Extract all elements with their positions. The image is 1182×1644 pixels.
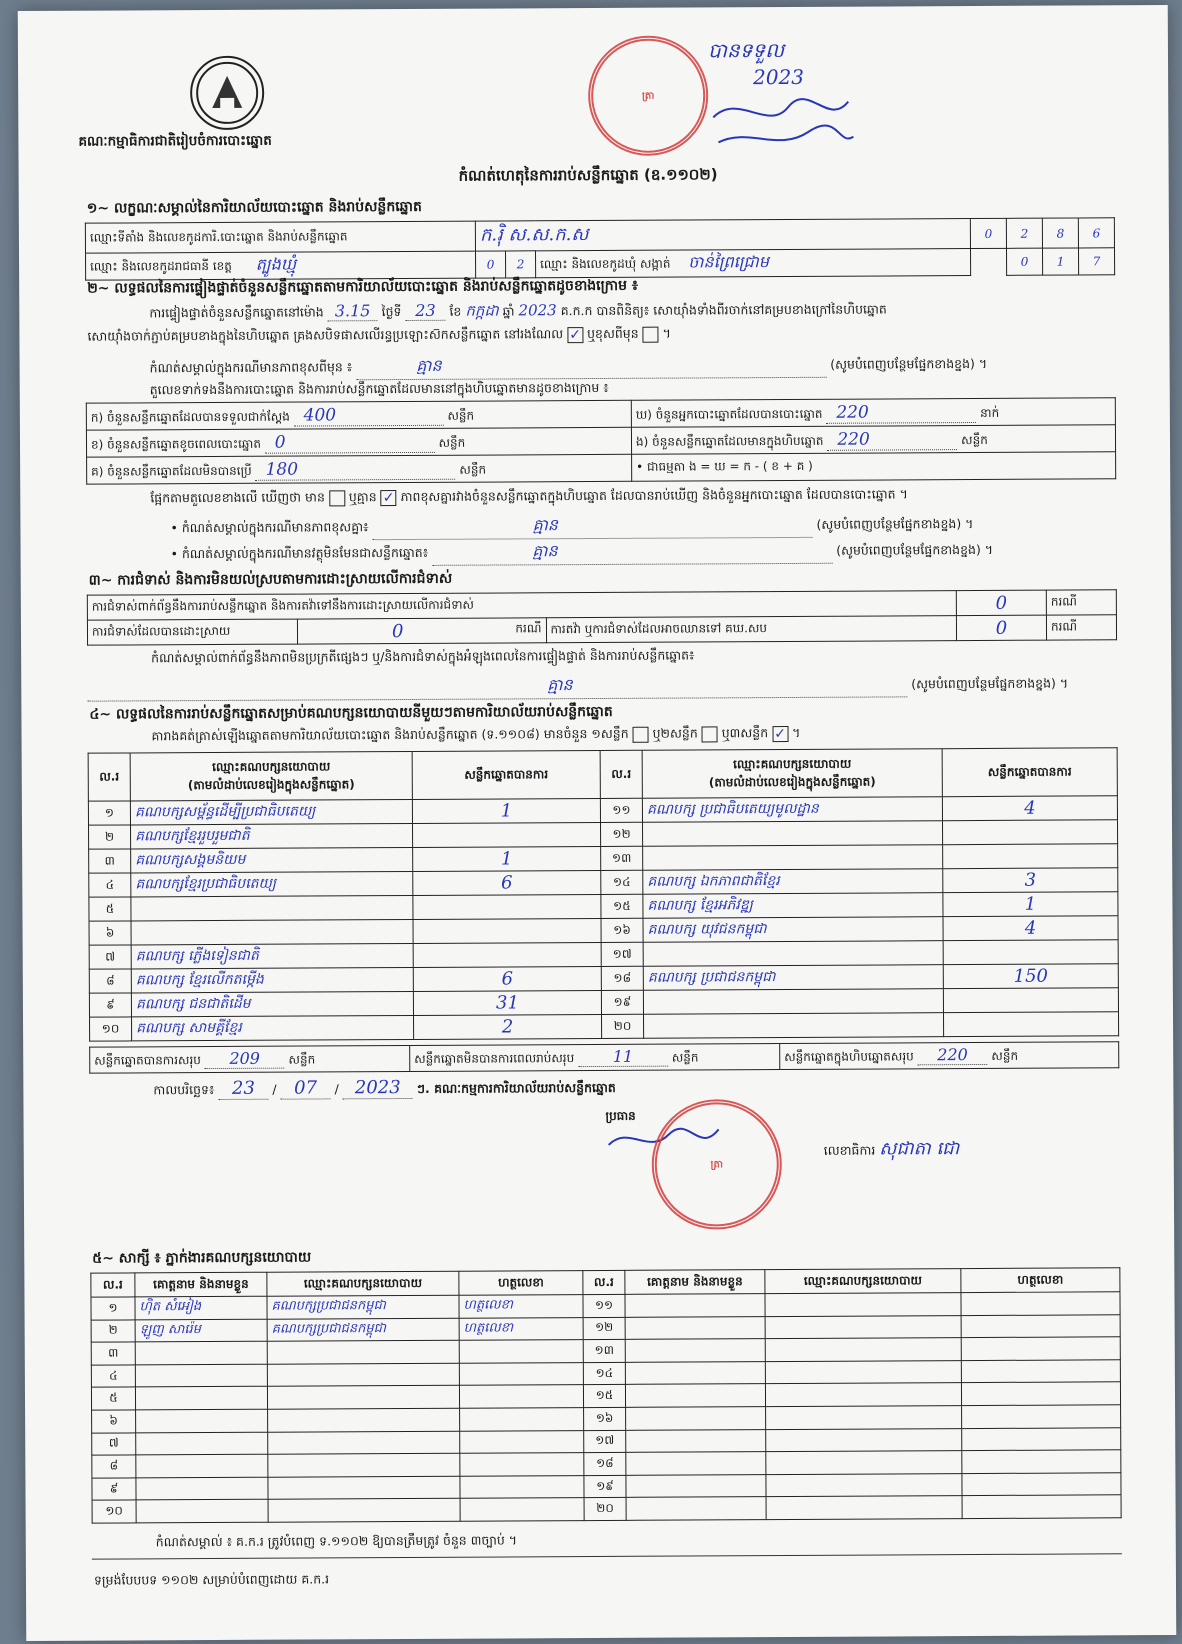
province-label: ឈ្មោះ និងលេខកូដរាជធានី ខេត្ត ត្បូងឃ្មុំ	[86, 251, 476, 280]
section3-note: កំណត់សម្គាល់ពាក់ព័ន្ធនឹងភាពមិនប្រក្រតីផ្សេងៗ ឬ/និងការជំទាស់ក្នុងអំឡុងពេលនៃការផ្ទៀងផ្ទាត់ និងការរាប់សន្លឹកឆ្នោត៖	[151, 647, 695, 666]
party-no-cell: ១៤	[601, 870, 643, 894]
witness-sign-cell	[459, 1362, 583, 1385]
party-votes-cell: 6	[413, 966, 601, 991]
note1-line: កំណត់សម្គាល់ក្នុងករណីមានភាពខុសពីមុន ៖ គ្មាន (សូមបំពេញបន្ថែមផ្នែកខាងខ្នង) ។	[150, 351, 1110, 381]
resolved-value: 0	[391, 620, 404, 642]
count-label-2: ង) ចំនួនសន្លឹកឆ្នោតដែលមានក្នុងហិបឆ្នោត 220 សន្លឹក	[631, 425, 1115, 455]
witness-name-cell	[135, 1341, 267, 1364]
witness-name-cell	[136, 1500, 268, 1523]
handwritten-date: 2023	[753, 64, 805, 90]
witness-party-cell	[268, 1453, 460, 1477]
col-no: ល.រ	[88, 753, 130, 801]
secretary-signature: សុជាតា ជោ	[879, 1138, 960, 1160]
witness-party-cell	[268, 1476, 460, 1500]
verification-line-2: សោយ៉ាំងចាក់ភ្ជាប់គម្របខាងក្នុងនៃហិបឆ្នោត គ្រងសបិទផាសលើរន្ធប្រឡោះស៊កសន្លឹកឆ្នោត នៅរងណែល ✓ ឬខុសពីមុន ។	[87, 325, 671, 344]
col-sign: ហត្ថលេខា	[459, 1271, 583, 1296]
witness-party-cell	[766, 1496, 962, 1520]
party-party-cell: គណបក្ស ជនជាតិដើម	[131, 991, 413, 1016]
witness-sign-cell	[459, 1340, 583, 1363]
witness-name-cell	[625, 1361, 765, 1384]
col-votes: សន្លឹកឆ្នោតបានការ	[942, 748, 1117, 797]
total-valid-cell: សន្លឹកឆ្នោតបានការសរុប 209 សន្លឹក	[90, 1045, 410, 1073]
party-votes-cell	[413, 918, 601, 943]
location-table	[85, 217, 1115, 280]
count-value-2: 220	[826, 402, 976, 424]
witness-party-cell	[765, 1315, 961, 1339]
total-box-cell: សន្លឹកឆ្នោតក្នុងហិបឆ្នោតសរុប 220 សន្លឹក	[780, 1042, 1119, 1070]
party-party-cell	[643, 941, 943, 967]
witness-no-cell: ១៥	[583, 1385, 625, 1408]
witness-name-cell	[135, 1387, 267, 1410]
date-day: 23	[218, 1078, 268, 1100]
section1-heading: ១~ លក្ខណៈសម្គាល់នៃការិយាល័យបោះឆ្នោត និងរាប់សន្លឹកឆ្នោត	[86, 198, 422, 217]
commune-code-digit: 1	[1042, 248, 1078, 275]
party-no-cell: ៦	[89, 921, 131, 945]
results-intro: តួលេខទាក់ទងនឹងការបោះឆ្នោត និងការរាប់សន្លឹកឆ្នោតដែលមាននៅក្នុងហិបឆ្នោតមានដូចខាងក្រោម ៖	[149, 379, 609, 398]
party-no-cell: ៤	[89, 873, 131, 897]
section4-subline: គារាងគត់ត្រាស់ឡើងឆ្នោតតាមការិយាល័យបោះឆ្នោត និងរាប់សន្លឹកឆ្នោត (ទ.១១០៨) មានចំនួន ១សន្លឹក ឬ២សន្លឹក ឬ៣សន្លឹក ✓ ។	[151, 724, 801, 744]
objection-label: ការជំទាស់ពាក់ព័ន្ធនឹងការរាប់សន្លឹកឆ្នោត និងការតវ៉ាទៅនឹងការដោះស្រាយលើការជំទាស់	[87, 591, 956, 621]
table-row	[87, 452, 1116, 484]
party-party-cell: គណបក្ស ខ្មែរអភិវឌ្ឍ	[643, 893, 943, 919]
party-party-cell: គណបក្សសង្គមនិយម	[131, 847, 413, 872]
note3-value: គ្មាន	[432, 539, 832, 566]
party-party-cell: គណបក្ស យុវជនកម្ពុជា	[643, 917, 943, 943]
witness-table	[90, 1267, 1121, 1523]
checkbox-no-difference[interactable]: ✓	[381, 490, 397, 506]
witness-sign-cell	[460, 1453, 584, 1476]
checkbox-different[interactable]	[643, 326, 659, 342]
witness-name-cell	[135, 1364, 267, 1387]
commune-code-digit: 0	[1006, 248, 1042, 275]
party-no-cell: ៥	[89, 897, 131, 921]
witness-sign-cell	[460, 1498, 584, 1521]
section3-note-line: គ្មាន (សូមបំពេញបន្ថែមផ្នែកខាងខ្នង) ។	[87, 671, 1117, 701]
witness-name-cell	[625, 1384, 765, 1407]
party-votes-cell: 1	[412, 798, 600, 823]
party-no-cell: ១២	[600, 822, 642, 846]
party-party-cell	[644, 1013, 944, 1039]
secretary-line: លេខាធិការ សុជាតា ជោ	[823, 1138, 960, 1160]
witness-sign-cell	[460, 1475, 584, 1498]
checkbox-has-difference[interactable]	[329, 490, 345, 506]
party-party-cell	[642, 821, 942, 847]
col-party: ឈ្មោះគណបក្សនយោបាយ (តាមលំដាប់លេខរៀងក្នុងសន្លឹកឆ្នោត)	[130, 751, 412, 800]
party-no-cell: ១៩	[601, 990, 643, 1014]
checkbox-three-sheets[interactable]: ✓	[772, 725, 788, 741]
party-party-cell: គណបក្សសម្ព័ន្ធដើម្បីប្រជាធិបតេយ្យ	[130, 799, 412, 824]
witness-no-cell: ១	[91, 1297, 135, 1320]
party-no-cell: ១១	[600, 798, 642, 822]
witness-party-cell	[766, 1451, 962, 1475]
witness-sign-cell	[962, 1450, 1121, 1473]
party-votes-cell	[943, 1012, 1118, 1037]
witness-no-cell: ១៤	[583, 1362, 625, 1385]
total-invalid-value: 11	[578, 1047, 668, 1067]
witness-party-cell	[766, 1473, 962, 1497]
witness-sign-cell	[961, 1314, 1120, 1337]
party-votes-cell: 1	[413, 846, 601, 871]
witness-party-cell	[765, 1383, 961, 1407]
witness-sign-cell	[961, 1360, 1120, 1383]
witness-name-cell	[626, 1452, 766, 1475]
party-party-cell	[643, 845, 943, 871]
section2-heading: ២~ លទ្ធផលនៃការផ្ទៀងផ្ទាត់ចំនួនសន្លឹកឆ្នោតតាមការិយាល័យបោះឆ្នោត និងរាប់សន្លឹកឆ្នោតដូចខាងក្រោម ៖	[87, 277, 639, 297]
witness-no-cell: ៧	[92, 1432, 136, 1455]
party-votes-cell	[412, 822, 600, 847]
witness-no-cell: ៦	[92, 1410, 136, 1433]
witness-party-cell	[268, 1499, 460, 1523]
witness-no-cell: ២	[91, 1320, 135, 1343]
table-row	[87, 615, 1116, 645]
date-month: 07	[281, 1077, 331, 1099]
handwritten-signature-top	[708, 87, 858, 158]
compare-line: ផ្អែកតាមតួលេខខាងលើ ឃើញថា មាន ឬគ្មាន ✓ ភាពខុសគ្នារវាងចំនួនសន្លឹកឆ្នោតក្នុងហិបឆ្នោត ដែលបានរាប់ឃើញ និងចំនួនអ្នកបោះឆ្នោត ដែលបានបោះឆ្នោត ។	[150, 486, 908, 506]
party-no-cell: ១៣	[601, 846, 643, 870]
location-value: ក.រ៉ិ ស.ស.ក.ស	[475, 219, 970, 252]
witness-name-cell	[136, 1409, 268, 1432]
witness-name-cell	[136, 1432, 268, 1455]
committee-name: គណៈកម្មាធិការជាតិរៀបចំការបោះឆ្នោត	[78, 132, 272, 150]
witness-name-cell	[626, 1429, 766, 1452]
party-party-cell	[131, 895, 413, 920]
handwritten-received: បានទទួល	[707, 38, 785, 63]
party-votes-cell	[942, 820, 1117, 845]
count-value: 180	[256, 458, 456, 480]
witness-party-cell	[766, 1428, 962, 1452]
witness-no-cell: ១៧	[584, 1430, 626, 1453]
witness-sign-cell	[961, 1337, 1120, 1360]
witness-name-cell	[626, 1407, 766, 1430]
witness-name-cell	[625, 1316, 765, 1339]
party-no-cell: ៩	[89, 993, 131, 1017]
witness-sign-cell	[459, 1385, 583, 1408]
party-party-cell: គណបក្ស ភ្លើងទៀនជាតិ	[131, 943, 413, 968]
witness-name-cell	[625, 1294, 765, 1317]
witness-no-cell: ១៦	[584, 1407, 626, 1430]
party-votes-cell: 4	[942, 796, 1117, 821]
party-votes-cell	[943, 844, 1118, 869]
verification-line: ការផ្ទៀងផ្ទាត់ចំនួនសន្លឹកឆ្នោតនៅម៉ោង 3.15 ថ្ងៃទី 23 ខែ កក្កដា ឆ្នាំ 2023 គ.ក.ក បានពិនិត្យ៖ សោយ៉ាំងទាំងពីរចាក់នៅគម្របខាងក្រៅនៃហិបឆ្នោត	[149, 300, 887, 321]
party-party-cell: គណបក្ស ខ្មែរលើកតម្កើង	[131, 967, 413, 992]
witness-name-cell: ហ៊ិត សំអៀង	[135, 1296, 267, 1319]
witness-party-cell	[267, 1340, 459, 1364]
witness-party-cell	[268, 1431, 460, 1455]
code-digit: 0	[970, 218, 1006, 248]
party-votes-cell	[413, 894, 601, 919]
col-no: ល.រ	[91, 1273, 135, 1297]
total-valid-value: 209	[205, 1049, 285, 1069]
col-party: ឈ្មោះគណបក្សនយោបាយ	[765, 1269, 961, 1294]
count-label-2: ឃ) ចំនួនអ្នកបោះឆ្នោតដែលបានបោះឆ្នោត 220 នាក់	[631, 398, 1115, 428]
checkbox-same[interactable]: ✓	[567, 327, 583, 343]
party-no-cell: ៣	[89, 849, 131, 873]
count-label: គ) ចំនួនសន្លឹកឆ្នោតដែលមិនបានប្រើ 180 សន្លឹក	[87, 454, 632, 484]
objection-value: 0	[956, 590, 1046, 615]
party-party-cell: គណបក្ស ឯកភាពជាតិខ្មែរ	[643, 869, 943, 895]
commune-code-digit: 7	[1078, 248, 1114, 275]
party-party-cell: គណបក្សខ្មែរប្រជាធិបតេយ្យ	[131, 871, 413, 896]
witness-no-cell: ២០	[584, 1498, 626, 1521]
table-row	[92, 1495, 1121, 1523]
party-votes-cell: 150	[943, 964, 1118, 989]
total-box-value: 220	[917, 1045, 987, 1065]
month-value: កក្កដា	[465, 301, 499, 320]
col-party: ឈ្មោះគណបក្សនយោបាយ	[267, 1271, 459, 1296]
emblem-icon	[192, 58, 262, 128]
time-value: 3.15	[328, 301, 378, 321]
col-votes: សន្លឹកឆ្នោតបានការ	[412, 750, 600, 799]
witness-sign-cell	[961, 1292, 1120, 1315]
witness-sign-cell	[961, 1382, 1120, 1405]
witness-no-cell: ១២	[583, 1317, 625, 1340]
totals-table	[89, 1041, 1119, 1073]
party-party-cell	[131, 919, 413, 944]
total-invalid-cell: សន្លឹកឆ្នោតមិនបានការពេលរាប់សរុប 11 សន្លឹក	[410, 1044, 780, 1072]
col-name: គោត្តនាម និងនាមខ្លួន	[625, 1270, 765, 1295]
witness-name-cell	[626, 1474, 766, 1497]
form-note: ទម្រង់បែបបទ ១១០២ សម្រាប់បំពេញដោយ គ.ក.រ	[93, 1571, 330, 1588]
witness-party-cell	[765, 1293, 961, 1317]
commune-cell: ឈ្មោះ និងលេខកូដឃុំ សង្កាត់ ចាន់ព្រៃជ្រោម	[536, 249, 971, 278]
witness-party-cell	[766, 1406, 962, 1430]
party-votes-cell: 6	[413, 870, 601, 895]
witness-sign-cell	[460, 1430, 584, 1453]
witness-name-cell	[625, 1339, 765, 1362]
document-page	[18, 5, 1177, 1641]
witness-sign-cell	[460, 1408, 584, 1431]
party-party-cell: គណបក្ស សាមគ្គីខ្មែរ	[132, 1015, 414, 1040]
code-digit: 8	[1042, 218, 1078, 248]
witness-no-cell: ១៣	[583, 1340, 625, 1363]
witness-party-cell	[267, 1363, 459, 1387]
ballot-count-table	[86, 397, 1116, 484]
witness-no-cell: ៨	[92, 1455, 136, 1478]
witness-sign-cell	[962, 1495, 1121, 1518]
official-stamp-bottom: ត្រា	[651, 1099, 782, 1230]
case-label: ករណី	[1046, 615, 1116, 640]
count-label: ក) ចំនួនសន្លឹកឆ្នោតដែលបានទទួលជាក់ស្តែង 400 សន្លឹក	[86, 400, 631, 430]
party-no-cell: ១	[88, 801, 130, 825]
checkbox-two-sheets[interactable]	[702, 726, 718, 742]
section3-note-value: គ្មាន	[87, 672, 907, 701]
party-no-cell: ៨	[89, 969, 131, 993]
code-digit: 6	[1078, 218, 1114, 248]
party-no-cell: ៧	[89, 945, 131, 969]
party-no-cell: ១៧	[601, 942, 643, 966]
witness-sign-cell: ហត្ថលេខា	[459, 1295, 583, 1318]
party-votes-cell: 4	[943, 916, 1118, 941]
commune-value: ចាន់ព្រៃជ្រោម	[688, 252, 769, 272]
count-label: ខ) ចំនួនសន្លឹកឆ្នោតខូចពេលបោះឆ្នោត 0 សន្លឹក	[86, 427, 631, 457]
nec-emblem	[190, 56, 264, 130]
party-party-cell: គណបក្ស ប្រជាធិបតេយ្យមូលដ្ឋាន	[642, 797, 942, 823]
official-stamp-top: ត្រា	[588, 35, 709, 156]
resolved-cell: 0 ករណី	[297, 618, 546, 644]
witness-no-cell: ១១	[583, 1294, 625, 1317]
count-value: 0	[265, 431, 435, 453]
witness-no-cell: ៩	[92, 1478, 136, 1501]
witness-party-cell: គណបក្សប្រជាជនកម្ពុជា	[267, 1318, 459, 1342]
escalated-label: ការតវ៉ា ឬការជំទាស់ដែលអាចឈានទៅ គឃ.សប	[546, 616, 957, 643]
witness-no-cell: ៤	[91, 1365, 135, 1388]
witness-name-cell	[136, 1477, 268, 1500]
col-sign: ហត្ថលេខា	[961, 1268, 1120, 1293]
party-no-cell: ១០	[90, 1017, 132, 1041]
footnote: កំណត់សម្គាល់ ៖ គ.ក.រ ត្រូវបំពេញ ទ.១១០២ ឱ្យបានត្រឹមត្រូវ ចំនួន ៣ច្បាប់ ។	[155, 1532, 518, 1550]
witness-sign-cell	[962, 1427, 1121, 1450]
witness-no-cell: ៣	[91, 1342, 135, 1365]
case-label: ករណី	[1046, 590, 1116, 615]
note3-line: • កំណត់សម្គាល់ក្នុងករណីមានវត្ថុមិនមែនជាសន្លឹកឆ្នោត៖ គ្មាន (សូមបំពេញបន្ថែមផ្នែកខាងខ្នង) ។	[171, 537, 1111, 567]
witness-name-cell	[136, 1454, 268, 1477]
note2-value: គ្មាន	[372, 513, 812, 540]
province-value: ត្បូងឃ្មុំ	[255, 254, 297, 274]
date-year: 2023	[343, 1077, 413, 1099]
section3-heading: ៣~ ការជំទាស់ និងការមិនយល់ស្របតាមការដោះស្រាយលើការជំទាស់	[88, 570, 453, 589]
party-votes-cell	[943, 988, 1118, 1013]
witness-party-cell	[765, 1360, 961, 1384]
witness-sign-cell	[962, 1405, 1121, 1428]
party-votes-cell: 2	[414, 1014, 602, 1039]
year-value: 2023	[518, 301, 557, 320]
witness-party-cell	[267, 1386, 459, 1410]
col-party: ឈ្មោះគណបក្សនយោបាយ (តាមលំដាប់លេខរៀងក្នុងសន្លឹកឆ្នោត)	[642, 749, 942, 799]
party-no-cell: ១៦	[601, 918, 643, 942]
section4-heading: ៤~ លទ្ធផលនៃការរាប់សន្លឹកឆ្នោតសម្រាប់គណបក្សនយោបាយនីមួយៗតាមការិយាល័យរាប់សន្លឹកឆ្នោត	[89, 703, 613, 723]
col-name: គោត្តនាម និងនាមខ្លួន	[135, 1272, 267, 1297]
party-no-cell: ១៥	[601, 894, 643, 918]
col-no: ល.រ	[600, 750, 642, 798]
witness-name-cell: ឡូញ សារ៉េម	[135, 1319, 267, 1342]
province-code-digit: 2	[506, 251, 536, 278]
day-value: 23	[405, 301, 445, 321]
date-line: កាលបរិច្ឆេទ៖ 23 / 07 / 2023 ៗ. គណៈកម្មការការិយាល័យរាប់សន្លឹកឆ្នោត	[153, 1077, 616, 1099]
party-no-cell: ២០	[602, 1014, 644, 1038]
count-value-2: 220	[827, 429, 957, 451]
party-votes-cell: 1	[943, 892, 1118, 917]
witness-no-cell: ១០	[92, 1500, 136, 1523]
table-row	[90, 1012, 1119, 1041]
chair-label: ប្រធាន	[605, 1108, 636, 1123]
note2-line: • កំណត់សម្គាល់ក្នុងករណីមានភាពខុសគ្នា៖ គ្មាន (សូមបំពេញបន្ថែមផ្នែកខាងខ្នង) ។	[170, 511, 1110, 541]
resolved-label: ការជំទាស់ដែលបានដោះស្រាយ	[87, 619, 297, 645]
witness-no-cell: ៥	[91, 1387, 135, 1410]
checkbox-one-sheet[interactable]	[633, 726, 649, 742]
witness-party-cell	[765, 1338, 961, 1362]
party-votes-cell	[943, 940, 1118, 965]
col-no: ល.រ	[583, 1270, 625, 1294]
formula-cell: • ជាធម្មតា ង = ឃ = ក - ( ខ + គ )	[632, 452, 1116, 482]
escalated-value: 0	[956, 615, 1046, 640]
party-votes-cell: 3	[943, 868, 1118, 893]
location-label: ឈ្មោះទីតាំង និងលេខកូដការិ.បោះឆ្នោត និងរាប់សន្លឹកឆ្នោត	[85, 221, 475, 253]
note1-value: គ្មាន	[356, 353, 826, 380]
objections-table	[87, 589, 1117, 645]
party-no-cell: ២	[89, 825, 131, 849]
count-value: 400	[294, 404, 444, 426]
witness-party-cell: គណបក្សប្រជាជនកម្ពុជា	[267, 1295, 459, 1319]
witness-no-cell: ១៨	[584, 1453, 626, 1476]
province-code-digit: 0	[476, 251, 506, 278]
witness-name-cell	[626, 1497, 766, 1520]
party-party-cell: គណបក្សខ្មែររួបរួមជាតិ	[131, 823, 413, 848]
witness-sign-cell	[962, 1473, 1121, 1496]
party-results-table	[88, 747, 1119, 1041]
party-no-cell: ១៨	[601, 966, 643, 990]
party-votes-cell: 31	[413, 990, 601, 1015]
section5-heading: ៥~ សាក្សី ៖ ភ្នាក់ងារគណបក្សនយោបាយ	[92, 1249, 312, 1267]
party-party-cell: គណបក្ស ប្រជាជនកម្ពុជា	[643, 965, 943, 991]
party-party-cell	[643, 989, 943, 1015]
code-digit: 2	[1006, 218, 1042, 248]
witness-party-cell	[268, 1408, 460, 1432]
form-title: កំណត់ហេតុនៃការរាប់សន្លឹកឆ្នោត (ឧ.១១០២)	[458, 165, 718, 185]
witness-no-cell: ១៩	[584, 1475, 626, 1498]
party-votes-cell	[413, 942, 601, 967]
witness-sign-cell: ហត្ថលេខា	[459, 1317, 583, 1340]
